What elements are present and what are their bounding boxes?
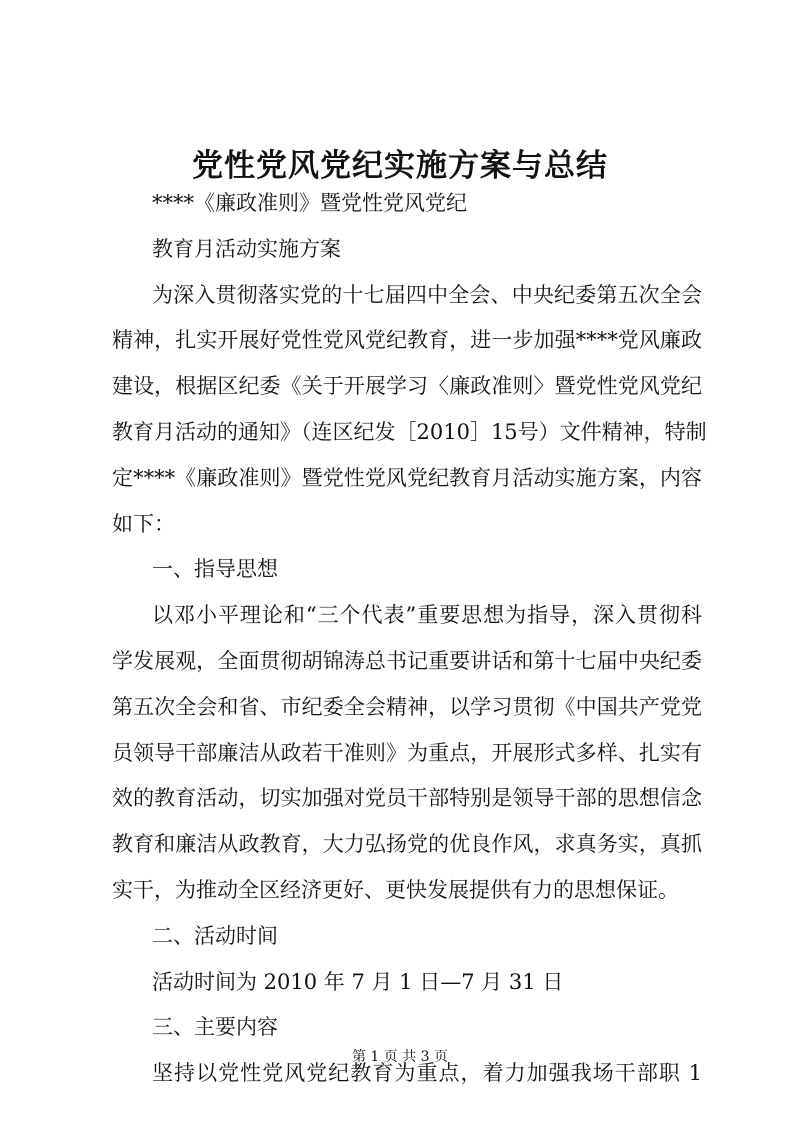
paragraph-line: 实干，为推动全区经济更好、更快发展提供有力的思想保证。	[112, 877, 679, 902]
paragraph-line: 坚持以党性党风党纪教育为重点，着力加强我场干部职 1	[152, 1061, 702, 1086]
section-heading: 三、主要内容	[152, 1015, 278, 1040]
paragraph-line: 定****《廉政准则》暨党性党风党纪教育月活动实施方案，内容	[112, 465, 702, 490]
paragraph-line: ****《廉政准则》暨党性党风党纪	[152, 191, 467, 215]
paragraph-line: 第五次全会和省、市纪委全会精神，以学习贯彻《中国共产党党	[112, 694, 702, 719]
paragraph-line: 为深入贯彻落实党的十七届四中全会、中央纪委第五次全会	[152, 282, 702, 307]
section-heading: 一、指导思想	[152, 557, 278, 582]
paragraph-line: 教育月活动实施方案	[152, 236, 341, 261]
section-heading: 二、活动时间	[152, 923, 278, 948]
paragraph-line: 建设，根据区纪委《关于开展学习〈廉政准则〉暨党性党风党纪	[112, 374, 702, 399]
paragraph-line: 以邓小平理论和“三个代表”重要思想为指导，深入贯彻科	[152, 603, 702, 628]
paragraph-line: 教育和廉洁从政教育，大力弘扬党的优良作风，求真务实，真抓	[112, 832, 702, 857]
paragraph-line: 员领导干部廉洁从政若干准则》为重点，开展形式多样、扎实有	[112, 740, 702, 765]
document-body	[112, 181, 707, 1097]
document-title: 党性党风党纪实施方案与总结	[192, 148, 608, 184]
paragraph-line: 精神，扎实开展好党性党风党纪教育，进一步加强****党风廉政	[112, 328, 702, 353]
paragraph-line: 教育月活动的通知》（连区纪发［2010］15号）文件精神，特制	[112, 419, 707, 444]
paragraph-line: 活动时间为 2010 年 7 月 1 日—7 月 31 日	[152, 969, 564, 994]
paragraph-line: 如下：	[112, 511, 175, 536]
paragraph-line: 学发展观，全面贯彻胡锦涛总书记重要讲话和第十七届中央纪委	[112, 648, 702, 673]
page-footer: 第 1 页 共 3 页	[351, 1049, 449, 1065]
paragraph-line: 效的教育活动，切实加强对党员干部特别是领导干部的思想信念	[112, 786, 702, 811]
